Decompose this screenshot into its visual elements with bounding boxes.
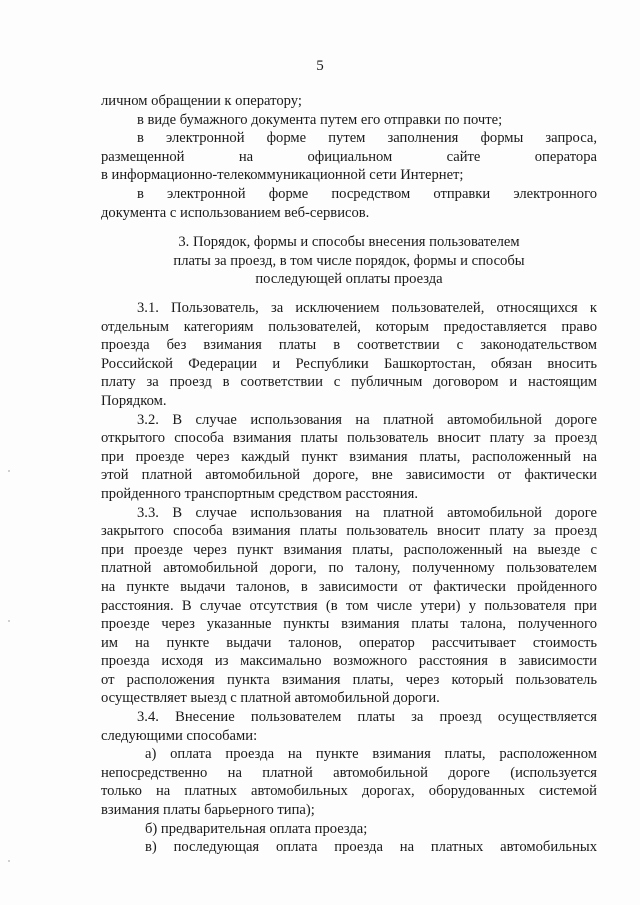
body-line: платной автомобильной дороги, по талону, полученному пользователем <box>101 560 597 577</box>
body-line: отдельным категориям пользователей, которым предоставляется право <box>101 318 597 335</box>
body-block <box>101 299 597 857</box>
body-line: 3.2. В случае использования на платной автомобильной дороге <box>137 411 597 428</box>
scan-speck <box>8 470 10 472</box>
body-line: 3.4. Внесение пользователем платы за проезд осуществляется <box>137 709 597 726</box>
heading-line: 3. Порядок, формы и способы внесения пользователем <box>178 234 520 250</box>
body-line: 3.3. В случае использования на платной автомобильной дороге <box>137 504 597 521</box>
page-number: 5 <box>316 58 324 74</box>
body-line: проезда исходя из максимально возможного расстояния в зависимости <box>101 653 597 670</box>
body-line: осуществляет выезд с платной автомобильной дороги. <box>101 690 440 707</box>
body-line: закрытого способа взимания платы пользователь вносит плату за проезд <box>101 523 597 540</box>
body-line: Российской Федерации и Республики Башкортостан, обязан вносить <box>101 355 597 372</box>
body-line: б) предварительная оплата проезда; <box>145 820 368 837</box>
body-line: открытого способа взимания платы пользователь вносит плату за проезд <box>101 430 597 447</box>
body-line: проезде через указанные пункты взимания платы талона, полученного <box>101 616 597 633</box>
body-line: пройденного транспортным средством расстояния. <box>101 485 418 502</box>
intro-line: в виде бумажного документа путем его отправки по почте; <box>137 111 503 128</box>
body-line: непосредственно на платной автомобильной дороге (используется <box>101 764 597 781</box>
body-line: следующими способами: <box>101 727 258 744</box>
heading-line: платы за проезд, в том числе порядок, формы и способы <box>173 252 525 269</box>
body-line: им на пункте выдачи талонов, оператор рассчитывает стоимость <box>101 634 597 651</box>
intro-line: в электронной форме посредством отправки электронного <box>137 185 597 202</box>
heading-line: последующей оплаты проезда <box>255 271 443 288</box>
scan-speck <box>8 620 10 622</box>
body-line: Порядком. <box>101 392 167 409</box>
body-line: на пункте выдачи талонов, в зависимости от фактически пройденного <box>101 578 597 595</box>
section-heading <box>101 233 597 289</box>
body-line: плату за проезд в соответствии с публичным договором и настоящим <box>101 374 597 391</box>
intro-line: в электронной форме путем заполнения формы запроса, <box>137 130 597 147</box>
intro-block <box>101 92 597 222</box>
body-line: при проезде через пункт взимания платы, расположенный на выезде с <box>101 541 597 558</box>
scan-speck <box>8 860 10 862</box>
intro-line: документа с использованием веб-сервисов. <box>101 204 370 221</box>
body-line: проезда без взимания платы в соответствии с законодательством <box>101 337 597 354</box>
intro-line: в информационно-телекоммуникационной сети Интернет; <box>101 167 464 184</box>
body-line: при проезде через каждый пункт взимания платы, расположенный на <box>101 448 597 465</box>
body-line: взимания платы барьерного типа); <box>101 802 315 819</box>
intro-line: личном обращении к оператору; <box>101 93 302 109</box>
body-line: этой платной автомобильной дороге, вне зависимости от фактически <box>101 467 597 484</box>
body-line: в) последующая оплата проезда на платных автомобильных <box>145 839 597 856</box>
body-line: расстояния. В случае отсутствия (в том числе утери) у пользователя при <box>101 597 597 614</box>
intro-line: размещенной на официальном сайте оператора <box>101 148 597 165</box>
body-line: только на платных автомобильных дорогах, оборудованных системой <box>101 783 597 800</box>
body-line: а) оплата проезда на пункте взимания платы, расположенном <box>145 746 597 763</box>
body-line: 3.1. Пользователь, за исключением пользователей, относящихся к <box>137 300 597 316</box>
body-line: от расположения пункта взимания платы, через который пользователь <box>101 671 597 688</box>
